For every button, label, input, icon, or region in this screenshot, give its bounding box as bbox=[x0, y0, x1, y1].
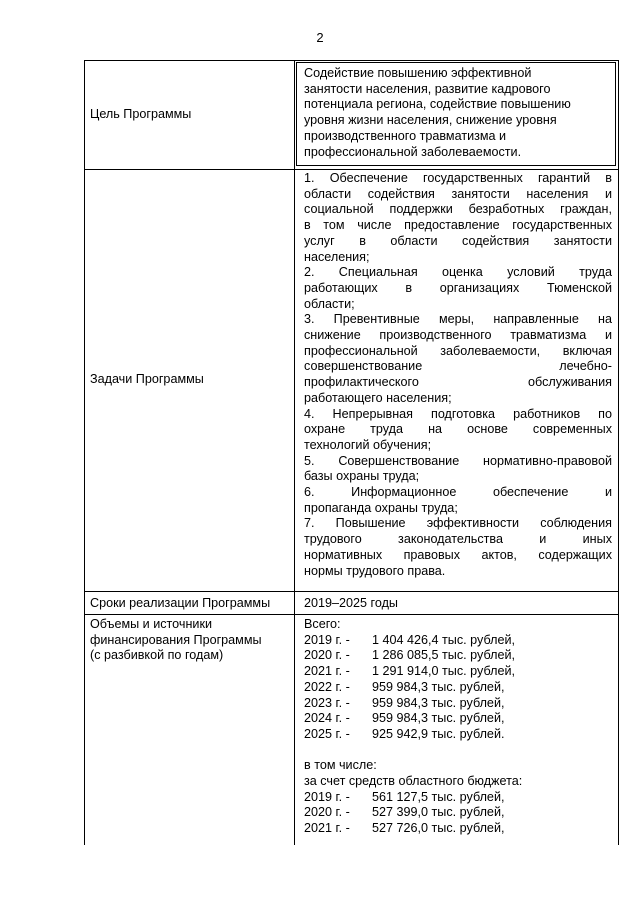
task-line: услуг в области содействия занятости bbox=[304, 233, 612, 248]
including-title: в том числе: bbox=[304, 758, 377, 773]
task-line: 7. Повышение эффективности соблюдения bbox=[304, 516, 612, 531]
task-line: технологий обучения; bbox=[304, 437, 432, 452]
task-line: 3. Превентивные меры, направленные на bbox=[304, 312, 612, 327]
task-line: 1. Обеспечение государственных гарантий в bbox=[304, 171, 612, 185]
financing-amount: 1 286 085,5 тыс. рублей, bbox=[372, 648, 515, 663]
task-line: 5. Совершенствование нормативно-правовой bbox=[304, 453, 612, 468]
goal-text bbox=[304, 66, 612, 160]
financing-year-row bbox=[304, 790, 612, 806]
task-line: профилактического обслуживания bbox=[304, 375, 612, 390]
terms-label: Сроки реализации Программы bbox=[90, 596, 271, 610]
goal-line: занятости населения, развитие кадрового bbox=[304, 81, 551, 96]
financing-year: 2020 г. - bbox=[304, 805, 350, 820]
financing-text bbox=[304, 617, 612, 837]
terms-value: 2019–2025 годы bbox=[304, 596, 398, 610]
goal-line: производственного травматизма и bbox=[304, 128, 507, 143]
task-line: пропаганда охраны труда; bbox=[304, 500, 458, 515]
financing-year: 2020 г. - bbox=[304, 648, 350, 663]
task-line: области содействия занятости населения и bbox=[304, 186, 612, 201]
regional-by-year-list bbox=[304, 790, 612, 837]
goal-line: уровня жизни населения, снижение уровня bbox=[304, 113, 557, 128]
financing-year-row bbox=[304, 727, 612, 743]
row-divider-goal bbox=[84, 169, 619, 170]
task-line: 6. Информационное обеспечение и bbox=[304, 485, 612, 500]
task-line: работающего населения; bbox=[304, 390, 452, 405]
financing-year: 2019 г. - bbox=[304, 789, 350, 804]
regional-source-title: за счет средств областного бюджета: bbox=[304, 774, 523, 789]
goal-label: Цель Программы bbox=[90, 107, 192, 121]
financing-amount: 1 404 426,4 тыс. рублей, bbox=[372, 632, 515, 647]
financing-amount: 959 984,3 тыс. рублей, bbox=[372, 679, 505, 694]
table-border-left bbox=[84, 60, 85, 845]
financing-label-line: финансирования Программы bbox=[90, 632, 262, 647]
financing-year-row bbox=[304, 664, 612, 680]
task-line: социальной поддержки безработных граждан, bbox=[304, 202, 612, 217]
financing-year-row bbox=[304, 633, 612, 649]
task-line: населения; bbox=[304, 249, 370, 264]
task-line: трудового законодательства и иных bbox=[304, 532, 612, 547]
column-divider bbox=[294, 60, 295, 845]
financing-amount: 561 127,5 тыс. рублей, bbox=[372, 789, 505, 804]
task-line: работающих в организациях Тюменской bbox=[304, 280, 612, 295]
financing-year: 2022 г. - bbox=[304, 679, 350, 694]
task-line: охране труда на основе современных bbox=[304, 422, 612, 437]
total-by-year-list bbox=[304, 633, 612, 743]
goal-line: потенциала региона, содействие повышению bbox=[304, 97, 571, 112]
page-number: 2 bbox=[316, 30, 324, 45]
goal-line: Содействие повышению эффективной bbox=[304, 66, 532, 80]
task-line: 2. Специальная оценка условий труда bbox=[304, 265, 612, 280]
task-line: нормативных правовых актов, содержащих bbox=[304, 547, 612, 562]
financing-label bbox=[90, 617, 290, 664]
goal-line: профессиональной заболеваемости. bbox=[304, 144, 522, 159]
financing-year: 2025 г. - bbox=[304, 726, 350, 741]
financing-year-row bbox=[304, 821, 612, 837]
financing-amount: 925 942,9 тыс. рублей. bbox=[372, 726, 505, 741]
financing-year: 2021 г. - bbox=[304, 664, 350, 679]
financing-year-row bbox=[304, 696, 612, 712]
financing-year: 2023 г. - bbox=[304, 695, 350, 710]
table-border-top bbox=[84, 60, 619, 61]
tasks-text bbox=[304, 171, 612, 579]
tasks-label: Задачи Программы bbox=[90, 372, 204, 386]
financing-label-line: Объемы и источники bbox=[90, 617, 212, 631]
task-line: области; bbox=[304, 296, 355, 311]
financing-year-row bbox=[304, 711, 612, 727]
task-line: нормы трудового права. bbox=[304, 563, 446, 578]
financing-year-row bbox=[304, 805, 612, 821]
program-passport-table bbox=[84, 60, 619, 845]
financing-year-row bbox=[304, 648, 612, 664]
task-line: профессиональной заболеваемости, включая bbox=[304, 343, 612, 358]
task-line: 4. Непрерывная подготовка работников по bbox=[304, 406, 612, 421]
table-border-right bbox=[618, 60, 619, 845]
task-line: в том числе предоставление государственных bbox=[304, 218, 612, 233]
task-line: базы охраны труда; bbox=[304, 469, 420, 484]
financing-label-line: (с разбивкой по годам) bbox=[90, 648, 224, 663]
task-line: совершенствование лечебно- bbox=[304, 359, 612, 374]
financing-amount: 959 984,3 тыс. рублей, bbox=[372, 695, 505, 710]
financing-amount: 527 399,0 тыс. рублей, bbox=[372, 805, 505, 820]
financing-year: 2024 г. - bbox=[304, 711, 350, 726]
financing-year: 2021 г. - bbox=[304, 821, 350, 836]
task-line: снижение производственного травматизма и bbox=[304, 328, 612, 343]
financing-amount: 959 984,3 тыс. рублей, bbox=[372, 711, 505, 726]
financing-year-row bbox=[304, 680, 612, 696]
financing-year: 2019 г. - bbox=[304, 632, 350, 647]
row-divider-tasks bbox=[84, 591, 619, 592]
total-title: Всего: bbox=[304, 617, 341, 631]
financing-amount: 527 726,0 тыс. рублей, bbox=[372, 821, 505, 836]
row-divider-terms bbox=[84, 614, 619, 615]
financing-amount: 1 291 914,0 тыс. рублей, bbox=[372, 664, 515, 679]
